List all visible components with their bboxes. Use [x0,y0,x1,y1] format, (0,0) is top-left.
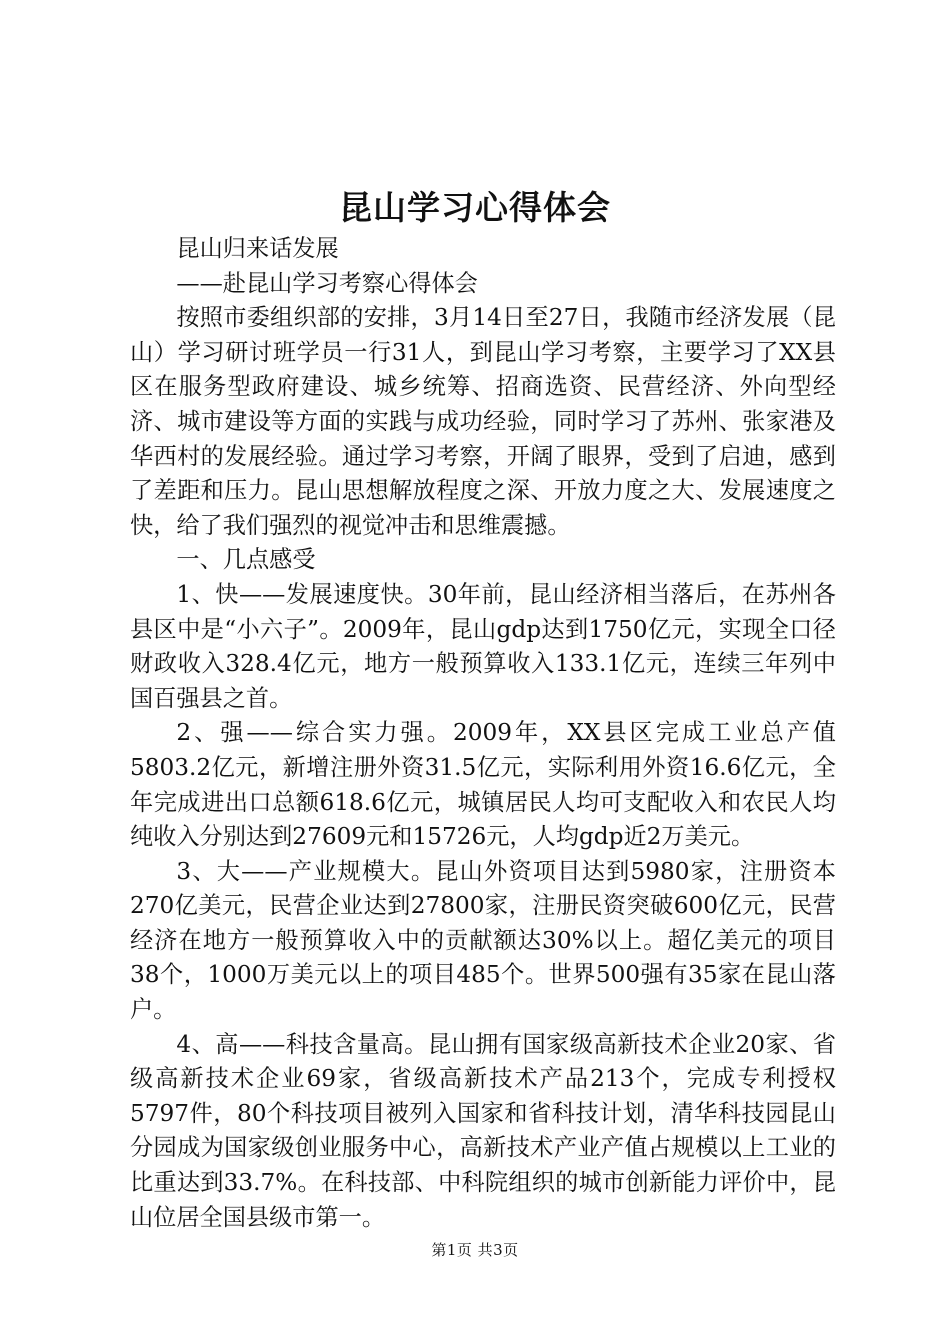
page-number-footer: 第1页 共3页 [431,1241,519,1259]
document-title: 昆山学习心得体会 [339,188,611,227]
paragraph-point-3: 3、大——产业规模大。昆山外资项目达到5980家，注册资本270亿美元，民营企业达到27800家，注册民资突破600亿元，民营经济在地方一般预算收入中的贡献额达30%以上。超亿美元的项目38个，1000万美元以上的项目485个。世界500强有35家在昆山落户。 [130,857,836,1024]
document-body [130,232,836,1235]
subtitle: 昆山归来话发展 [176,235,339,262]
paragraph-point-4: 4、高——科技含量高。昆山拥有国家级高新技术企业20家、省级高新技术企业69家，省级高新技术产品213个，完成专利授权5797件，80个科技项目被列入国家和省科技计划，清华科技园昆山分园成为国家级创业服务中心，高新技术产业产值占规模以上工业的比重达到33.7%。在科技部、中科院组织的城市创新能力评价中，昆山位居全国县级市第一。 [130,1030,836,1231]
paragraph-intro: 按照市委组织部的安排，3月14日至27日，我随市经济发展（昆山）学习研讨班学员一行31人，到昆山学习考察，主要学习了XX县区在服务型政府建设、城乡统筹、招商选资、民营经济、外向型经济、城市建设等方面的实践与成功经验，同时学习了苏州、张家港及华西村的发展经验。通过学习考察，开阔了眼界，受到了启迪，感到了差距和压力。昆山思想解放程度之深、开放力度之大、发展速度之快，给了我们强烈的视觉冲击和思维震撼。 [130,304,836,539]
paragraph-point-2: 2、强——综合实力强。2009年，XX县区完成工业总产值5803.2亿元，新增注册外资31.5亿元，实际利用外资16.6亿元，全年完成进出口总额618.6亿元，城镇居民人均可支配收入和农民人均纯收入分别达到27609元和15726元，人均gdp近2万美元。 [130,719,836,851]
section-heading: 一、几点感受 [176,546,316,574]
paragraph-point-1: 1、快——发展速度快。30年前，昆山经济相当落后，在苏州各县区中是“小六子”。2009年，昆山gdp达到1750亿元，实现全口径财政收入328.4亿元，地方一般预算收入133.1亿元，连续三年列中国百强县之首。 [130,580,836,712]
subtitle-sub: ——赴昆山学习考察心得体会 [176,269,478,297]
